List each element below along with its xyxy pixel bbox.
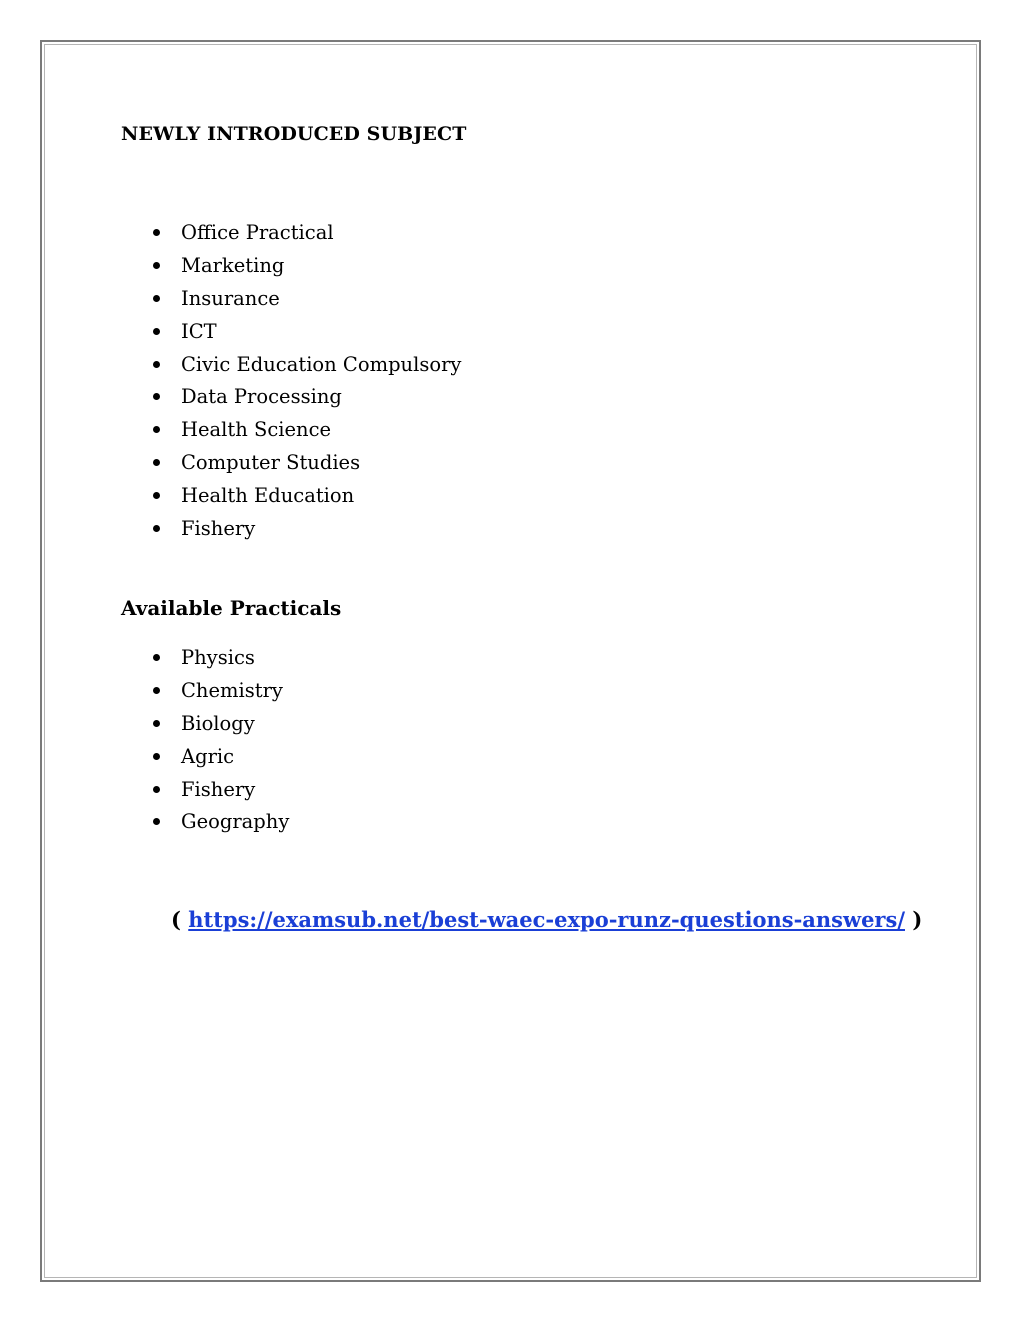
list-item-label: Health Science [181,418,332,442]
list-item-label: Geography [181,810,290,834]
bullet-icon [153,786,160,793]
open-paren: ( [171,907,181,932]
list-item-label: Civic Education Compulsory [181,352,462,376]
list-item [150,745,289,778]
list-item [150,254,461,287]
list-item [150,353,461,386]
list-item [150,778,289,811]
list-item [150,418,461,451]
list-item [150,320,461,353]
list-item [150,287,461,320]
list-item-label: Office Practical [181,221,334,244]
list-item [150,385,461,418]
list-item [150,810,289,843]
list-item [150,517,461,550]
bullet-icon [153,818,160,825]
list-item [150,451,461,484]
list-item-label: Marketing [181,253,285,277]
list-item-label: Fishery [181,777,256,801]
list-item [150,679,289,712]
source-link-line [171,906,922,934]
bullet-icon [153,361,160,368]
bullet-icon [153,654,160,661]
bullet-icon [153,295,160,302]
bullet-icon [153,328,160,335]
list-item-label: Computer Studies [181,451,361,475]
bullet-icon [153,426,160,433]
list-item [150,484,461,517]
close-paren: ) [912,907,923,932]
bullet-icon [153,459,160,466]
source-link[interactable]: https://examsub.net/best-waec-expo-runz-questions-answers/ [188,907,905,932]
list-item-label: Fishery [181,517,256,541]
list-item [150,221,461,254]
bullet-icon [153,262,160,269]
list-item-label: Health Education [181,484,355,508]
list-item-label: Data Processing [181,385,342,409]
list-item-label: Biology [181,711,255,735]
bullet-icon [153,525,160,532]
list-item-label: ICT [181,319,217,343]
practicals-list [150,646,289,843]
bullet-icon [153,393,160,400]
bullet-icon [153,720,160,727]
bullet-icon [153,687,160,694]
list-item-label: Physics [181,646,255,669]
bullet-icon [153,492,160,499]
subjects-list [150,221,461,550]
list-item-label: Agric [181,744,235,768]
list-item [150,712,289,745]
bullet-icon [153,753,160,760]
section-heading-available-practicals: Available Practicals [121,596,342,620]
list-item-label: Chemistry [181,678,283,702]
bullet-icon [153,229,160,236]
section-heading-newly-introduced: NEWLY INTRODUCED SUBJECT [121,123,467,145]
list-item-label: Insurance [181,286,280,310]
list-item [150,646,289,679]
